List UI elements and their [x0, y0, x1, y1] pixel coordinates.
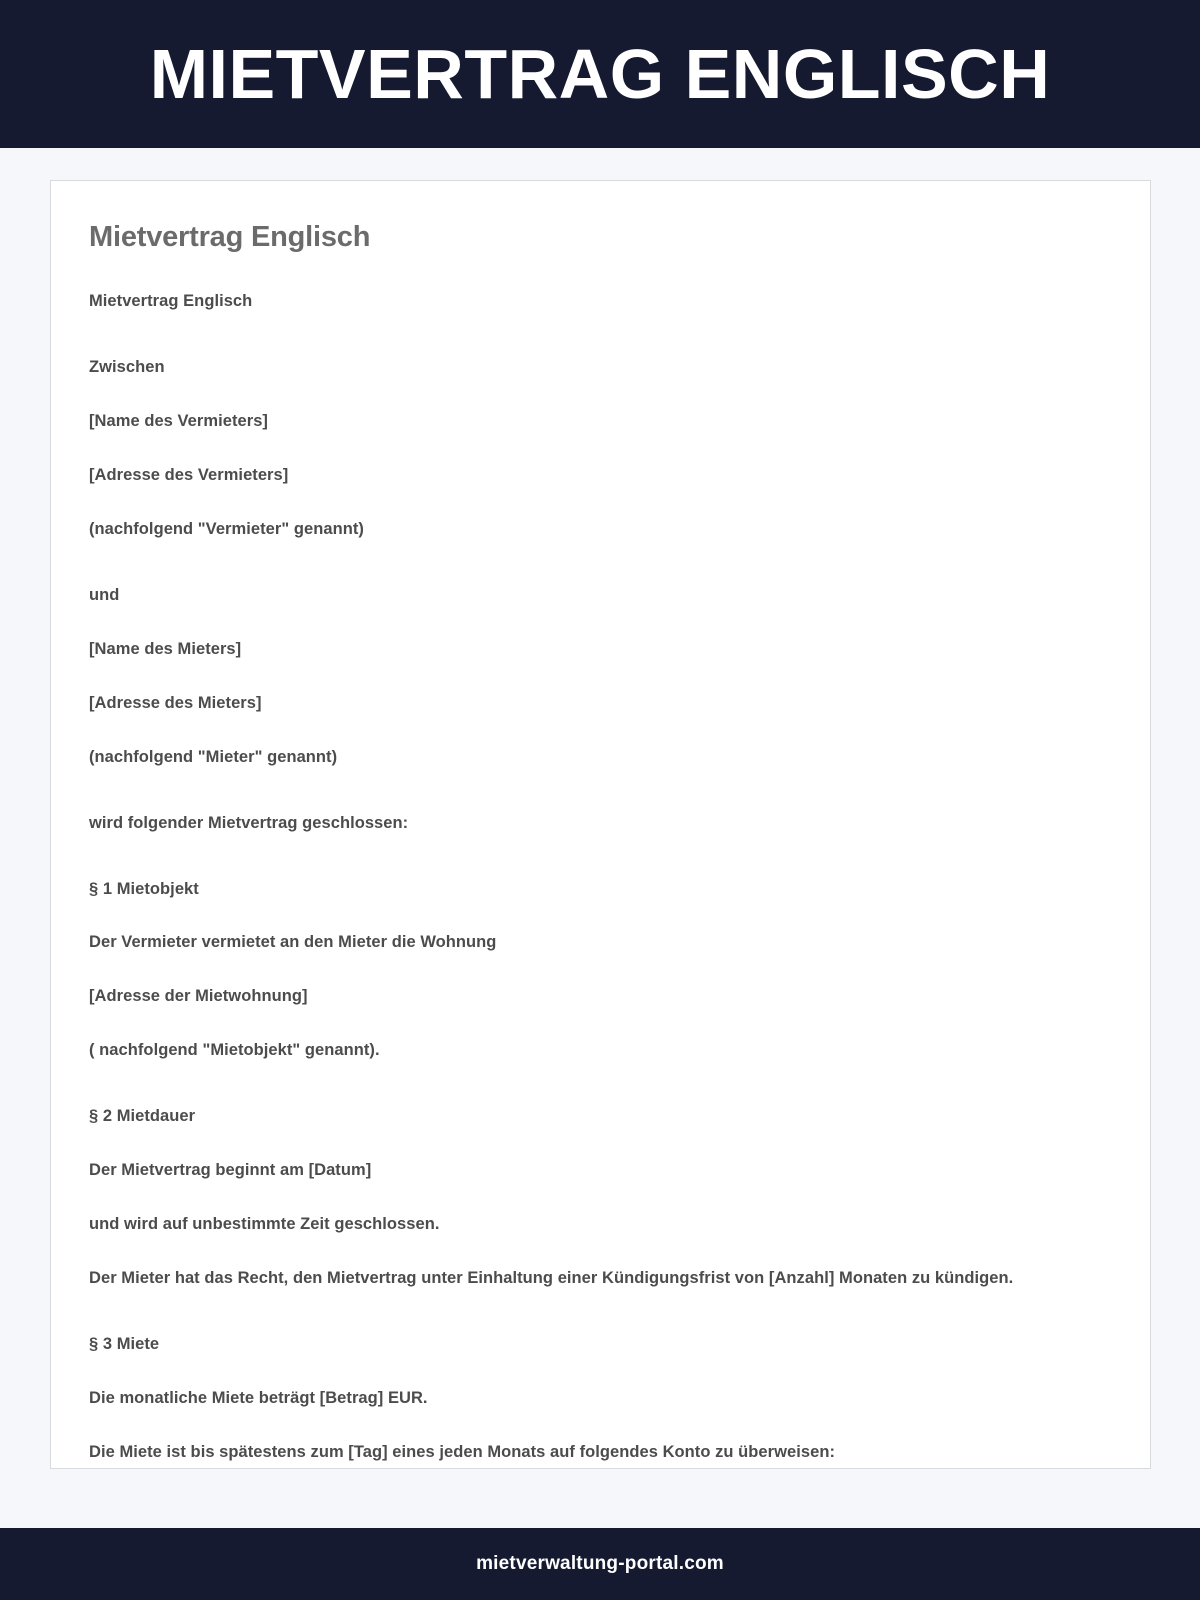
document-paragraph: [Adresse der Mietwohnung] [89, 987, 308, 1006]
page-title: MIETVERTRAG ENGLISCH [149, 35, 1051, 113]
document-paragraph: [Adresse des Vermieters] [89, 466, 289, 485]
document-paragraph: Der Vermieter vermietet an den Mieter die Wohnung [89, 933, 497, 952]
main-content [0, 148, 1200, 1469]
document-paragraph: § 2 Mietdauer [89, 1107, 196, 1126]
document-paragraph: und wird auf unbestimmte Zeit geschlossen. [89, 1215, 440, 1234]
document-paragraph: (nachfolgend "Mieter" genannt) [89, 747, 338, 766]
document-card [50, 180, 1151, 1469]
page-header [0, 0, 1200, 148]
document-paragraph: § 1 Mietobjekt [89, 879, 199, 898]
document-paragraph: Zwischen [89, 358, 165, 377]
document-paragraph: [Name des Vermieters] [89, 412, 268, 431]
footer-site-name: mietverwaltung-portal.com [476, 1553, 724, 1574]
document-paragraph: [Adresse des Mieters] [89, 693, 262, 712]
document-paragraph: Die monatliche Miete beträgt [Betrag] EUR. [89, 1388, 428, 1407]
document-paragraph: Die Miete ist bis spätestens zum [Tag] eines jeden Monats auf folgendes Konto zu überweisen: [89, 1442, 835, 1461]
document-paragraph: Der Mieter hat das Recht, den Mietvertrag unter Einhaltung einer Kündigungsfrist von [Anzahl] Monaten zu kündigen. [89, 1269, 1014, 1288]
document-paragraph: (nachfolgend "Vermieter" genannt) [89, 520, 364, 539]
document-paragraph: Mietvertrag Englisch [89, 292, 253, 311]
document-paragraph: [Name des Mieters] [89, 639, 242, 658]
document-heading: Mietvertrag Englisch [89, 221, 371, 253]
document-paragraph: und [89, 585, 120, 604]
document-paragraph: ( nachfolgend "Mietobjekt" genannt). [89, 1041, 380, 1060]
page-footer [0, 1528, 1200, 1600]
document-paragraph: § 3 Miete [89, 1334, 160, 1353]
document-paragraph: Der Mietvertrag beginnt am [Datum] [89, 1161, 372, 1180]
document-paragraph: wird folgender Mietvertrag geschlossen: [89, 813, 409, 832]
document-body [89, 290, 1112, 1464]
